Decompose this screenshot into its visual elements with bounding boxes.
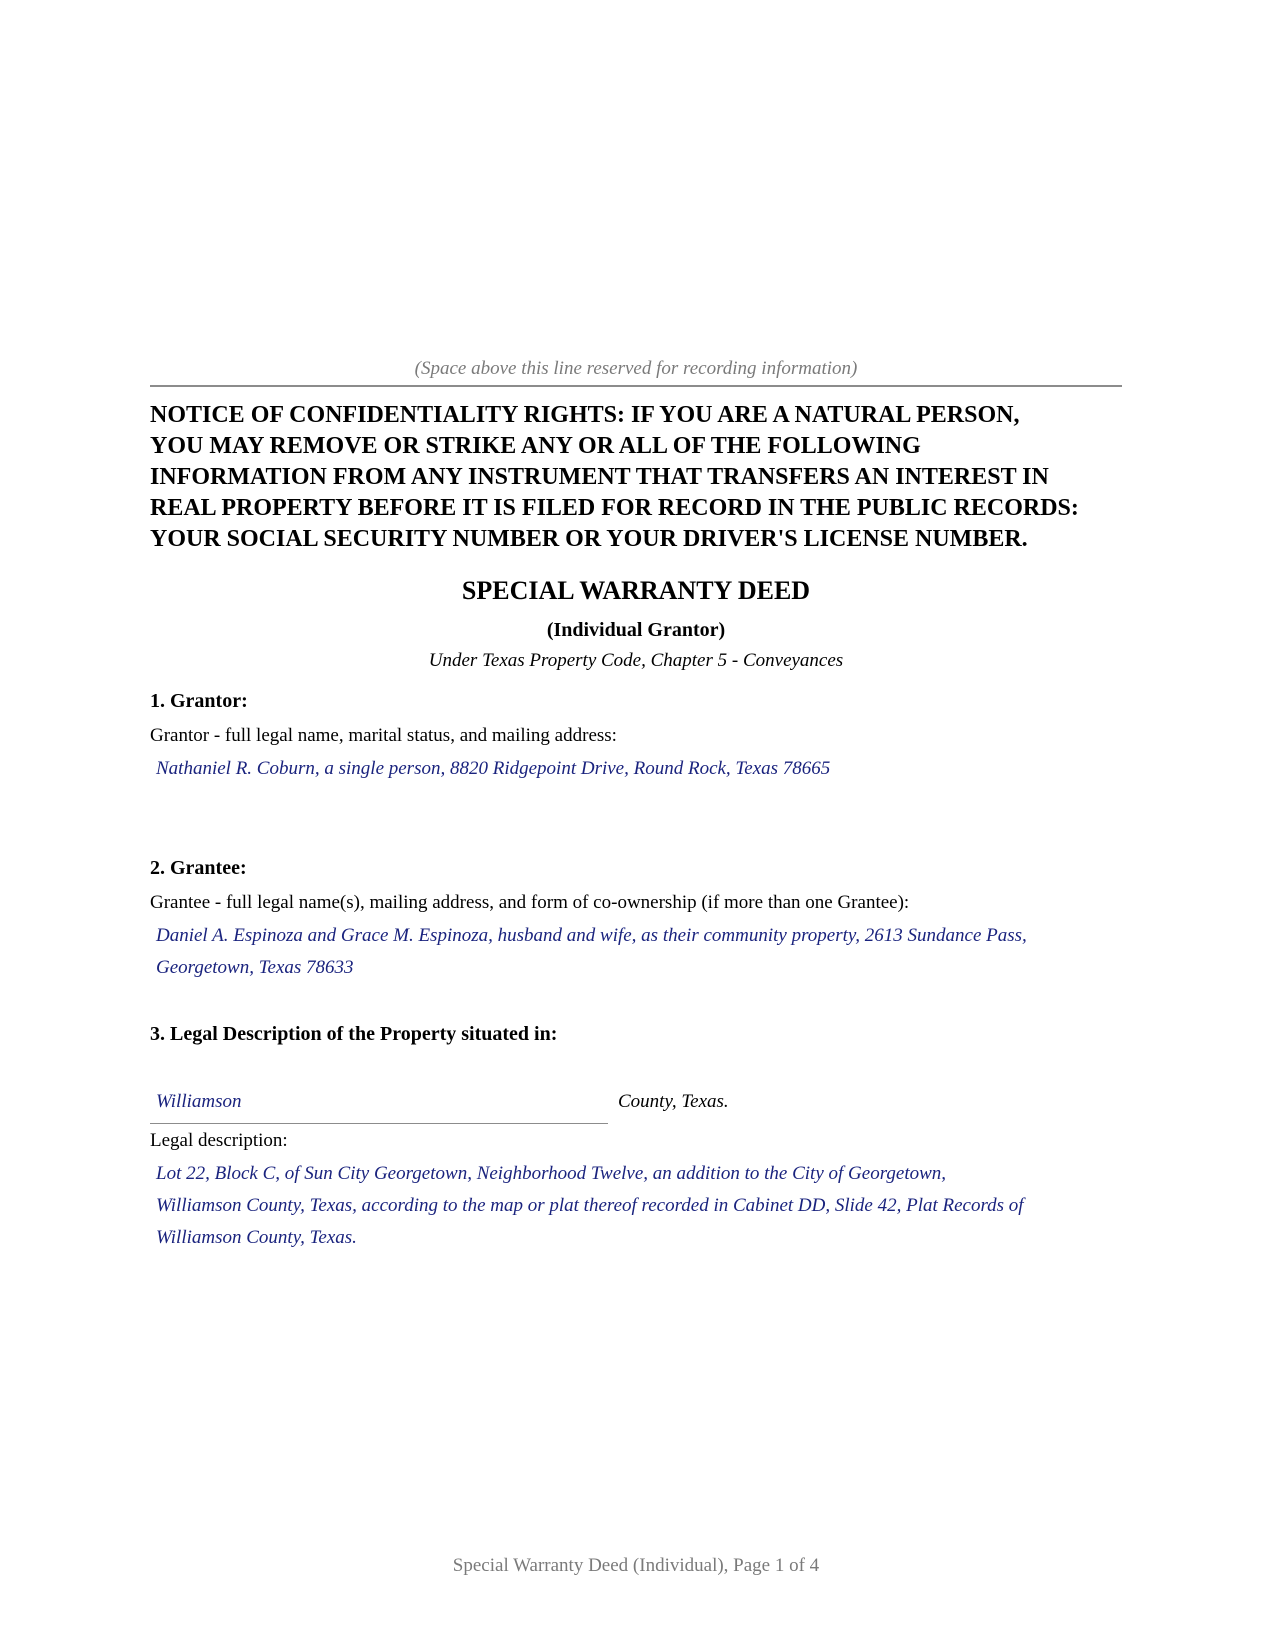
recording-divider: [150, 385, 1122, 387]
document-subtitle: (Individual Grantor): [546, 619, 726, 641]
grantor-field[interactable]: [156, 753, 830, 785]
grantee-field[interactable]: [156, 920, 1027, 984]
legal-description-line: Lot 22, Block C, of Sun City Georgetown, Neighborhood Twelve, an addition to the City of Georgetown,: [156, 1163, 947, 1184]
legal-description-field[interactable]: [156, 1158, 1024, 1254]
legal-description-heading: 3. Legal Description of the Property situated in:: [150, 1023, 558, 1045]
legal-description-line: Williamson County, Texas.: [156, 1227, 357, 1248]
grantee-value-line: Georgetown, Texas 78633: [156, 957, 354, 978]
confidentiality-notice: [150, 400, 1140, 555]
grantee-label: Grantee - full legal name(s), mailing address, and form of co-ownership (if more than one Grantee):: [150, 892, 910, 913]
county-field-underline: [150, 1123, 608, 1124]
notice-line: YOU MAY REMOVE OR STRIKE ANY OR ALL OF THE FOLLOWING: [150, 433, 921, 459]
county-suffix: County, Texas.: [618, 1091, 729, 1112]
grantee-heading: 2. Grantee:: [150, 857, 247, 879]
grantor-heading: 1. Grantor:: [150, 690, 248, 712]
legal-description-line: Williamson County, Texas, according to the map or plat thereof recorded in Cabinet DD, Slide 42, Plat Records of: [156, 1195, 1024, 1216]
notice-line: INFORMATION FROM ANY INSTRUMENT THAT TRANSFERS AN INTEREST IN: [150, 464, 1049, 490]
grantor-label: Grantor - full legal name, marital status, and mailing address:: [150, 725, 617, 746]
document-statute: Under Texas Property Code, Chapter 5 - Conveyances: [428, 650, 844, 671]
grantor-value-line: Nathaniel R. Coburn, a single person, 8820 Ridgepoint Drive, Round Rock, Texas 78665: [156, 758, 831, 779]
county-field[interactable]: Williamson: [156, 1091, 242, 1112]
page-footer: Special Warranty Deed (Individual), Page 1 of 4: [452, 1555, 820, 1576]
grantee-value-line: Daniel A. Espinoza and Grace M. Espinoza, husband and wife, as their community property, 2613 Sundance Pass,: [156, 925, 1027, 946]
notice-line: REAL PROPERTY BEFORE IT IS FILED FOR RECORD IN THE PUBLIC RECORDS:: [150, 495, 1079, 521]
document-title: SPECIAL WARRANTY DEED: [461, 576, 811, 605]
notice-line: YOUR SOCIAL SECURITY NUMBER OR YOUR DRIVER'S LICENSE NUMBER.: [150, 526, 1028, 552]
recording-space-note: (Space above this line reserved for recording information): [414, 358, 858, 379]
legal-description-label: Legal description:: [150, 1130, 288, 1151]
notice-line: NOTICE OF CONFIDENTIALITY RIGHTS: IF YOU ARE A NATURAL PERSON,: [150, 402, 1020, 428]
